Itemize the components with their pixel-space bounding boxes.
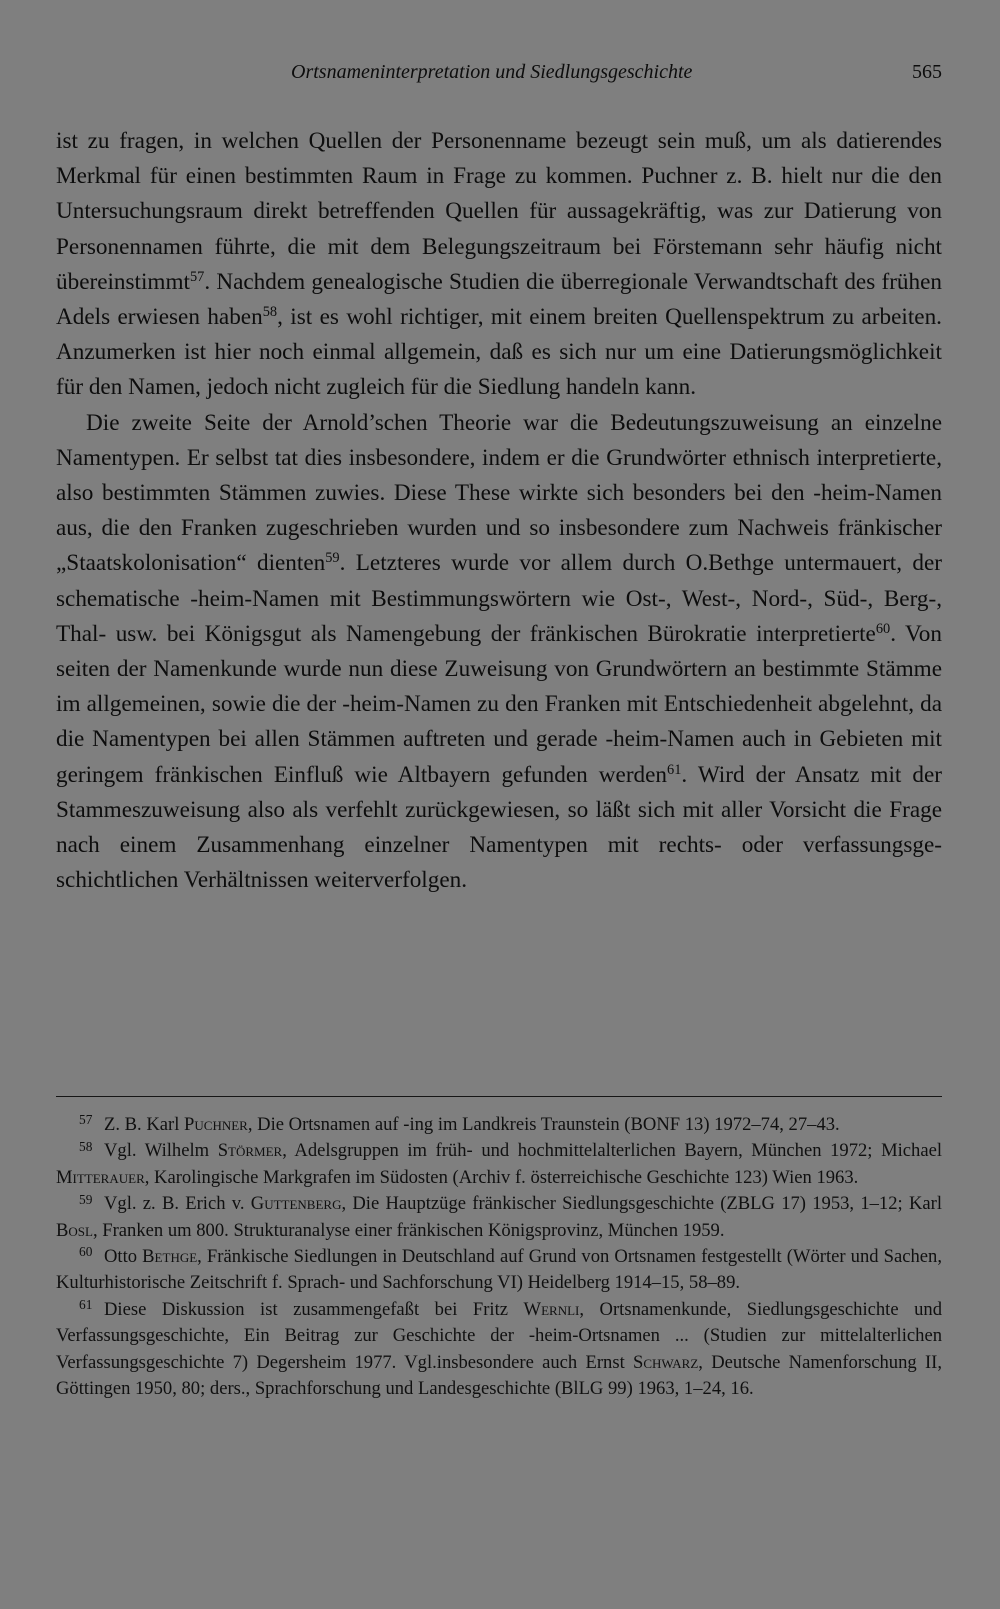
running-header [56,56,942,88]
text-run: . Nachdem genealogische Studien die überregionale Verwandtschaft des frühen Adels erwiesen haben [56,268,942,331]
author-name: Bethge [142,1246,198,1268]
running-title: Ortsnameninterpretation und Siedlungsgeschichte [291,61,693,83]
footnote-text: Diese Diskussion ist zusammengefaßt bei Fritz [104,1298,524,1320]
footnote-text: Otto [104,1246,143,1268]
text-run: . Letzteres wurde vor allem durch O.Bethge untermauert, der schematische -heim-Namen mit Bestimmungswörtern wie Ost-, West-, Nord-, Süd-, Berg-, Thal- usw. bei Königsgut als Namengebung der fränkischen Bürokratie interpretierte [56,550,942,647]
footnote-ref-60[interactable]: 60 [875,620,891,637]
footnote-text: Z. B. Karl [104,1114,185,1135]
author-name: Störmer [217,1140,283,1162]
text-run: ist zu fragen, in welchen Quellen der Personenname bezeugt sein muß, um als datierendes Merkmal für einen bestimmten Raum in Frage zu kommen. Puchner z. B. hielt nur die den Untersuchungsraum direkt betreffenden Quellen für aussagekräftig, was zur Datierung von Personennamen führte, die mit dem Belegungszeitraum bei Förstemann sehr häufig nicht übereinstimmt [56,128,942,295]
footnote-text: , Deutsche Namenforschung II, Göttingen 1950, 80; ders., Sprachforschung und Landesgeschichte (BlLG 99) 1963, 1–24, 16. [56,1351,942,1400]
footnote-ref-59[interactable]: 59 [325,550,340,567]
author-name: Mitterauer [56,1166,145,1188]
body-text [56,124,942,898]
footnote-text: , Franken um 800. Strukturanalyse einer fränkischen Königsprovinz, München 1959. [92,1219,725,1241]
footnote-60: 60 Otto Bethge, Fränkische Siedlungen in Deutschland auf Grund von Ortsnamen festgestellt (Wörter und Sachen, Kulturhistorische Zeitschrift f. Sprach- und Sachforschung VI) Heidelberg 1914–15, 58–89. [56,1244,942,1294]
footnote-text: Vgl. Wilhelm [104,1140,218,1162]
footnote-ref-57[interactable]: 57 [189,268,205,285]
footnote-divider [56,1096,942,1097]
footnote-ref-61[interactable]: 61 [667,761,682,778]
footnotes [56,1112,942,1402]
author-name: Guttenberg [250,1193,342,1215]
footnote-ref-58[interactable]: 58 [262,304,278,321]
text-run: Die zweite Seite der Arnold’schen Theorie war die Bedeutungszuweisung an einzelne Namentypen. Er selbst tat dies insbesondere, indem er die Grundwörter ethnisch interpretierte, also bestimmten Stämmen zuwies. Diese These wirkte sich besonders bei den -heim-Namen aus, die den Franken zugeschrieben wurden und so insbesondere zum Nachweis fränkischer „Staatskolonisation“ dienten [56,409,942,577]
page-number: 565 [912,61,942,83]
author-name: Wernli [523,1298,580,1320]
footnote-58: 58 Vgl. Wilhelm Störmer, Adelsgruppen im früh- und hochmittelalterlichen Bayern, München 1972; Michael Mitterauer, Karolingische Markgrafen im Südosten (Archiv f. österreichische Geschichte 123) Wien 1963. [56,1138,942,1188]
footnote-61: 61 Diese Diskussion ist zusammengefaßt bei Fritz Wernli, Ortsnamenkunde, Siedlungsgeschichte und Verfassungsgeschichte, Ein Beitrag zur Geschichte der -heim-Ortsnamen ... (Studien zur mittelalterlichen Verfassungsgeschichte 7) Degersheim 1977. Vgl.insbesondere auch Ernst Schwarz, Deutsche Namenforschung II, Göttingen 1950, 80; ders., Sprachforschung und Landesgeschichte (BlLG 99) 1963, 1–24, 16. [56,1297,942,1400]
author-name: Schwarz [633,1351,699,1373]
text-run: , ist es wohl richtiger, mit einem breiten Quellenspektrum zu arbeiten. Anzumerken ist hier noch einmal allgemein, daß es sich nur um eine Datierungsmöglichkeit für den Namen, jedoch nicht zugleich für die Siedlung handeln kann. [56,304,942,401]
footnote-text: , Adelsgruppen im früh- und hochmittelalterlichen Bayern, München 1972; Michael [282,1140,942,1162]
footnote-57: 57 Z. B. Karl Puchner, Die Ortsnamen auf -ing im Landkreis Traunstein (BONF 13) 1972–74, 27–43. [79,1112,840,1135]
footnote-59: 59 Vgl. z. B. Erich v. Guttenberg, Die Hauptzüge fränkischer Siedlungsgeschichte (ZBLG 17) 1953, 1–12; Karl Bosl, Franken um 800. Strukturanalyse einer fränkischen Königsprovinz, München 1959. [56,1191,942,1241]
paragraph-2 [56,406,942,899]
footnote-text: , Karolingische Markgrafen im Südosten (Archiv f. österreichische Geschichte 123) Wien 1963. [144,1166,859,1188]
text-run: . Wird der Ansatz mit der Stammeszuweisung also als verfehlt zurückgewiesen, so läßt sich mit aller Vorsicht die Frage nach einem Zusammenhang einzelner Namentypen mit rechts- oder verfassungsgeschichtlichen Verhältnissen weiterverfolgen. [56,761,943,894]
author-name: Puchner [184,1114,248,1135]
footnote-text: , Die Ortsnamen auf -ing im Landkreis Traunstein (BONF 13) 1972–74, 27–43. [247,1114,840,1135]
text-run: . Von seiten der Namenkunde wurde nun diese Zuweisung von Grundwörtern an bestimmte Stämme im allgemeinen, sowie die der -heim-Namen zu den Franken mit Entschiedenheit abgelehnt, da die Namentypen bei allen Stämmen auftreten und gerade -heim-Namen auch in Gebieten mit geringem fränkischen Einfluß wie Altbayern gefunden werden [56,620,942,788]
footnote-text: , Die Hauptzüge fränkischer Siedlungsgeschichte (ZBLG 17) 1953, 1–12; Karl [341,1193,942,1215]
author-name: Bosl [56,1219,93,1241]
footnote-text: , Fränkische Siedlungen in Deutschland auf Grund von Ortsnamen festgestellt (Wörter und Sachen, Kulturhistorische Zeitschrift f. Sprach- und Sachforschung VI) Heidelberg 1914–15, 58–89. [56,1246,942,1294]
footnote-text: , Ortsnamenkunde, Siedlungsgeschichte und Verfassungsgeschichte, Ein Beitrag zur Geschichte der -heim-Ortsnamen ... (Studien zur mittelalterlichen Verfassungsgeschichte 7) Degersheim 1977. Vgl.insbesondere auch Ernst [56,1298,942,1373]
paragraph-1 [56,124,942,406]
footnote-text: Vgl. z. B. Erich v. [104,1193,251,1215]
